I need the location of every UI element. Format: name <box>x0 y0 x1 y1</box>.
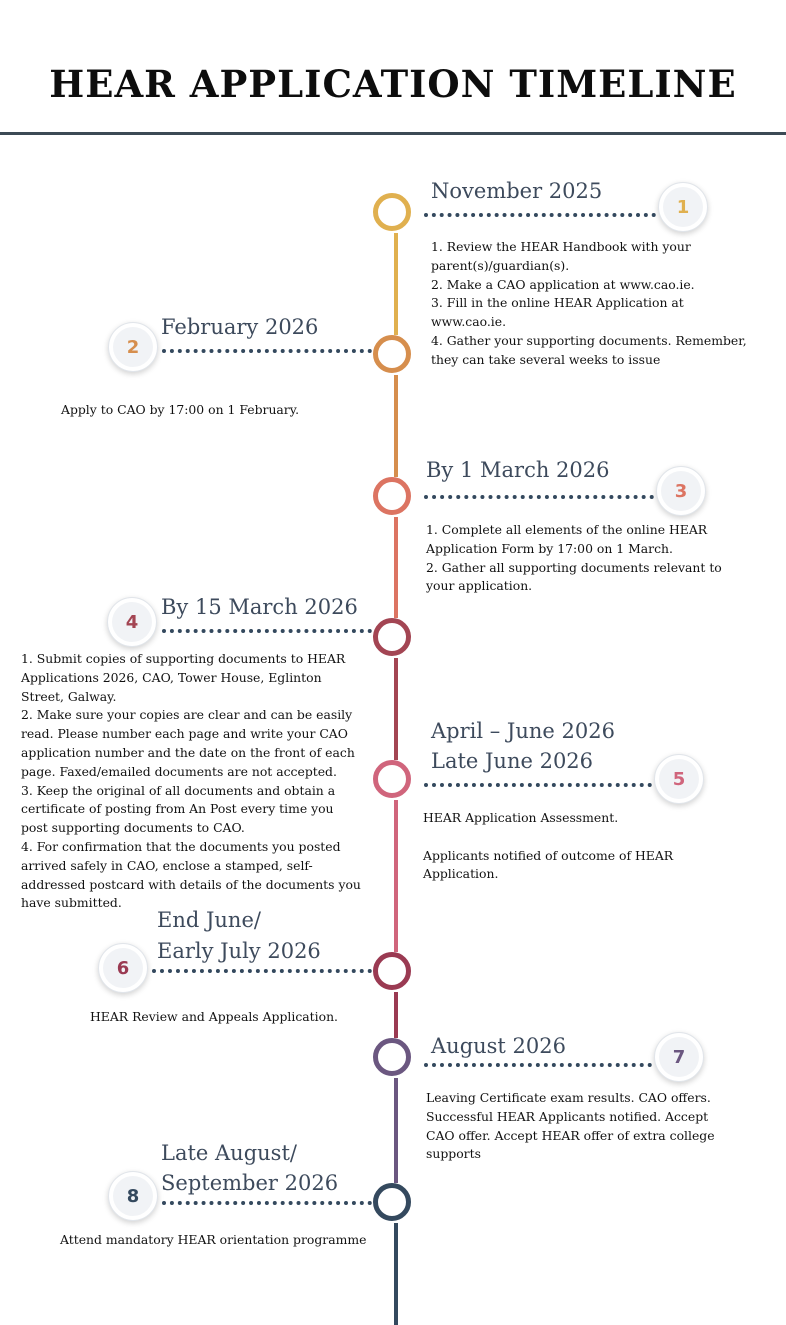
step-description-5: HEAR Application Assessment. Applicants notified of outcome of HEAR Application. <box>423 810 674 882</box>
step-date-6-line1: End June/ <box>157 908 261 932</box>
timeline-segment-7 <box>394 1078 398 1183</box>
timeline-segment-8 <box>394 1223 398 1325</box>
step-description-7: Leaving Certificate exam results. CAO offers. Successful HEAR Applicants notified. Accept CAO offer. Accept HEAR offer of extra college supports <box>426 1090 715 1162</box>
timeline-segment-1 <box>394 233 398 335</box>
step-date-2: February 2026 <box>161 315 319 339</box>
connector-dots-7 <box>424 1063 652 1067</box>
connector-dots-2 <box>162 349 372 353</box>
timeline-node-6 <box>373 952 411 990</box>
step-number-badge-1: 1 <box>658 182 708 232</box>
connector-dots-6 <box>152 969 372 973</box>
timeline-node-2 <box>373 335 411 373</box>
timeline-node-8 <box>373 1183 411 1221</box>
timeline-segment-2 <box>394 375 398 477</box>
timeline-segment-5 <box>394 800 398 952</box>
step-date-5-line1: April – June 2026 <box>431 719 615 743</box>
step-description-8: Attend mandatory HEAR orientation programme <box>60 1232 367 1247</box>
connector-dots-8 <box>162 1201 372 1205</box>
step-date-1: November 2025 <box>431 179 603 203</box>
timeline-segment-6 <box>394 992 398 1038</box>
step-number-badge-8: 8 <box>108 1171 158 1221</box>
step-number-badge-4: 4 <box>107 597 157 647</box>
step-description-4: 1. Submit copies of supporting documents to HEAR Applications 2026, CAO, Tower House, Eglinton Street, Galway. 2. Make sure your copies are clear and can be easily read. Please number each page and write your CAO application number and the date on the front of each page. Faxed/emailed documents are not accepted. 3. Keep the original of all documents and obtain a certificate of posting from An Post every time you post supporting documents to CAO. 4. For confirmation that the documents you posted arrived safely in CAO, enclose a stamped, self- addressed postcard with details of the documents you have submitted. <box>21 651 361 911</box>
step-date-8-line1: Late August/ <box>161 1141 297 1165</box>
timeline-node-3 <box>373 477 411 515</box>
step-date-8-line2: September 2026 <box>161 1171 339 1195</box>
page-title: HEAR APPLICATION TIMELINE <box>49 62 737 106</box>
timeline-node-7 <box>373 1038 411 1076</box>
step-description-6: HEAR Review and Appeals Application. <box>90 1009 338 1024</box>
connector-dots-4 <box>162 629 372 633</box>
connector-dots-3 <box>424 495 654 499</box>
step-date-3: By 1 March 2026 <box>426 458 610 482</box>
step-description-1: 1. Review the HEAR Handbook with your parent(s)/guardian(s). 2. Make a CAO application at www.cao.ie. 3. Fill in the online HEAR Application at www.cao.ie. 4. Gather your supporting documents. Remember, they can take several weeks to issue <box>431 239 747 367</box>
step-number-badge-7: 7 <box>654 1032 704 1082</box>
step-date-5-line2: Late June 2026 <box>431 749 594 773</box>
timeline-node-5 <box>373 760 411 798</box>
timeline-segment-3 <box>394 517 398 618</box>
timeline-node-1 <box>373 193 411 231</box>
step-description-2: Apply to CAO by 17:00 on 1 February. <box>61 402 300 417</box>
step-date-4: By 15 March 2026 <box>161 595 358 619</box>
step-number-badge-5: 5 <box>654 754 704 804</box>
timeline-segment-4 <box>394 658 398 760</box>
step-date-6-line2: Early July 2026 <box>157 939 321 963</box>
connector-dots-1 <box>424 213 656 217</box>
title-divider <box>0 132 786 135</box>
step-date-7: August 2026 <box>431 1034 566 1058</box>
connector-dots-5 <box>424 783 652 787</box>
step-description-3: 1. Complete all elements of the online HEAR Application Form by 17:00 on 1 March. 2. Gather all supporting documents relevant to your application. <box>426 522 722 594</box>
step-number-badge-2: 2 <box>108 322 158 372</box>
step-number-badge-3: 3 <box>656 466 706 516</box>
step-number-badge-6: 6 <box>98 943 148 993</box>
